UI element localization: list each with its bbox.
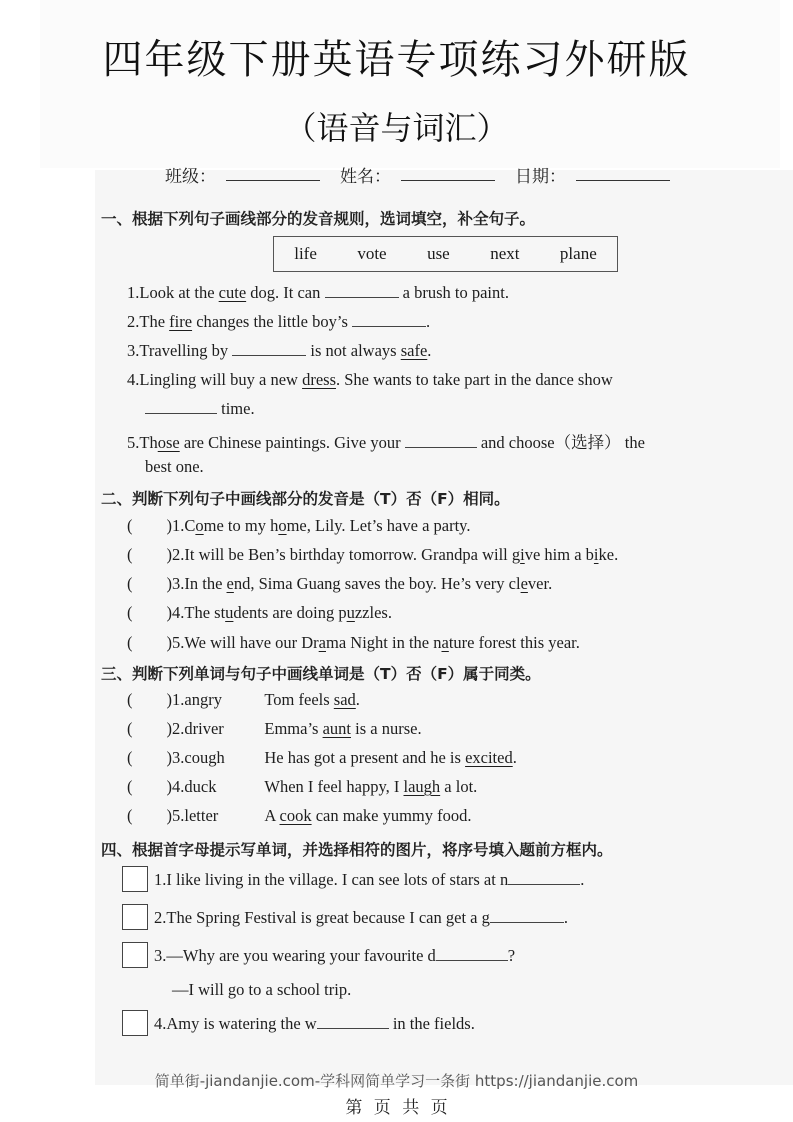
s2-question-4: ( )4.The students are doing puzzles. — [127, 603, 392, 622]
word-bank-item: vote — [357, 244, 387, 263]
s1-question-5: 5.Those are Chinese paintings. Give your and choose（选择） the — [127, 433, 645, 452]
s4-question-4: 4.Amy is watering the w in the fields. — [154, 1014, 475, 1033]
student-info-row — [165, 162, 670, 187]
answer-paren-space[interactable] — [133, 691, 167, 705]
s3-question-2: ( )2.driver Emma’s aunt is a nurse. — [127, 719, 422, 738]
answer-paren-space[interactable] — [133, 517, 167, 531]
word-bank-item: use — [427, 244, 450, 263]
s3-question-4: ( )4.duck When I feel happy, I laugh a lot. — [127, 777, 478, 796]
date-label: 日期： — [515, 167, 566, 187]
page-number: 第 页 共 页 — [345, 1098, 448, 1118]
section-3-heading: 三、判断下列单词与句子中画线单词是（T）否（F）属于同类。 — [101, 665, 541, 683]
word-bank-item: next — [490, 244, 520, 263]
s1-question-4: 4.Lingling will buy a new dress. She wants to take part in the dance show — [127, 370, 613, 389]
s1-question-2: 2.The fire changes the little boy’s . — [127, 312, 431, 331]
word-bank-item: life — [294, 244, 317, 263]
s1-question-4-cont: time. — [145, 399, 255, 419]
s4-question-1: 1.I like living in the village. I can see lots of stars at n . — [154, 870, 585, 889]
name-label: 姓名： — [340, 167, 391, 187]
s2-question-2: ( )2.It will be Ben’s birthday tomorrow. Grandpa will give him a bike. — [127, 545, 619, 564]
answer-box[interactable] — [122, 904, 148, 930]
answer-paren-space[interactable] — [133, 604, 167, 618]
s2-question-3: ( )3.In the end, Sima Guang saves the boy. He’s very clever. — [127, 574, 553, 593]
answer-blank[interactable] — [232, 341, 306, 356]
answer-blank[interactable] — [436, 946, 508, 961]
section-2-heading: 二、判断下列句子中画线部分的发音是（T）否（F）相同。 — [101, 490, 510, 508]
s3-question-1: ( )1.angry Tom feels sad. — [127, 690, 360, 709]
s2-question-1: ( )1.Come to my home, Lily. Let’s have a party. — [127, 516, 471, 535]
answer-blank[interactable] — [325, 283, 399, 298]
s3-question-3: ( )3.cough He has got a present and he is excited. — [127, 748, 517, 767]
answer-blank[interactable] — [317, 1014, 389, 1029]
section-1-heading: 一、根据下列句子画线部分的发音规则，选词填空，补全句子。 — [101, 210, 536, 228]
answer-blank[interactable] — [405, 433, 477, 448]
s3-question-5: ( )5.letter A cook can make yummy food. — [127, 806, 472, 825]
answer-paren-space[interactable] — [133, 778, 167, 792]
answer-paren-space[interactable] — [133, 749, 167, 763]
s4-question-3: 3.—Why are you wearing your favourite d ? — [154, 946, 516, 965]
answer-paren-space[interactable] — [133, 546, 167, 560]
date-blank[interactable] — [576, 162, 670, 181]
s4-question-3-answer: —I will go to a school trip. — [172, 980, 352, 999]
answer-box[interactable] — [122, 1010, 148, 1036]
s1-question-1: 1.Look at the cute dog. It can a brush to paint. — [127, 283, 509, 302]
answer-box[interactable] — [122, 942, 148, 968]
name-blank[interactable] — [401, 162, 495, 181]
s2-question-5: ( )5.We will have our Drama Night in the nature forest this year. — [127, 633, 580, 652]
answer-box[interactable] — [122, 866, 148, 892]
class-label: 班级： — [165, 167, 216, 187]
class-blank[interactable] — [226, 162, 320, 181]
s1-question-3: 3.Travelling by is not always safe. — [127, 341, 432, 360]
section-4-heading: 四、根据首字母提示写单词，并选择相符的图片，将序号填入题前方框内。 — [101, 841, 613, 859]
answer-paren-space[interactable] — [133, 807, 167, 821]
answer-paren-space[interactable] — [133, 720, 167, 734]
word-bank-item: plane — [559, 244, 597, 263]
answer-blank[interactable] — [352, 312, 426, 327]
s1-question-5-cont: best one. — [145, 457, 204, 476]
answer-blank[interactable] — [508, 870, 580, 885]
word-bank — [273, 236, 618, 272]
page-title: 四年级下册英语专项练习外研版 — [102, 37, 691, 83]
answer-paren-space[interactable] — [133, 575, 167, 589]
footer-watermark: 简单街-jiandanjie.com-学科网简单学习一条街 https://jiandanjie.com — [154, 1072, 639, 1090]
answer-blank[interactable] — [145, 399, 217, 414]
answer-blank[interactable] — [490, 908, 564, 923]
s4-question-2: 2.The Spring Festival is great because I can get a g . — [154, 908, 568, 927]
answer-paren-space[interactable] — [133, 634, 167, 648]
page-subtitle: （语音与词汇） — [284, 109, 509, 147]
